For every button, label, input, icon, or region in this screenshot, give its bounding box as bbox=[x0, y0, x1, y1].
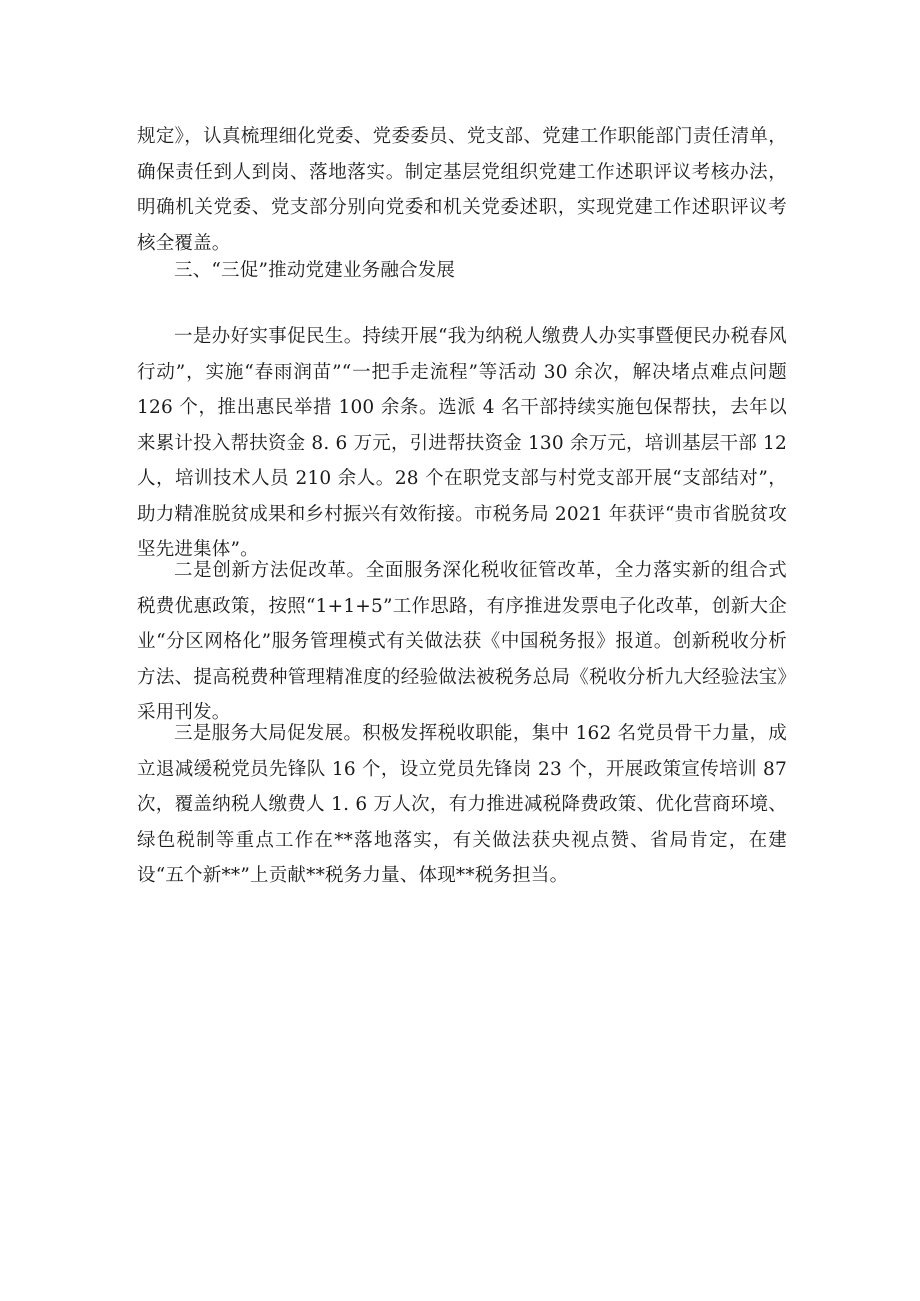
paragraph-reform: 二是创新方法促改革。全面服务深化税收征管改革，全力落实新的组合式税费优惠政策，按照“1+1+5”工作思路，有序推进发票电子化改革，创新大企业“分区网格化”服务管理模式有关做法获《中国税务报》报道。创新税收分析方法、提高税费种管理精准度的经验做法被税务总局《税收分析九大经验法宝》采用刊发。 bbox=[137, 560, 787, 723]
paragraph-livelihood: 一是办好实事促民生。持续开展“我为纳税人缴费人办实事暨便民办税春风行动”，实施“春雨润苗”“一把手走流程”等活动 30 余次，解决堵点难点问题 126 个，推出惠民举措 100 余条。选派 4 名干部持续实施包保帮扶，去年以来累计投入帮扶资金 8. 6 万元，引进帮扶资金 130 余万元，培训基层干部 12 人，培训技术人员 210 余人。28 个在职党支部与村党支部开展“支部结对”，助力精准脱贫成果和乡村振兴有效衔接。市税务局 2021 年获评“贵市省脱贫攻坚先进集体”。 bbox=[137, 326, 787, 560]
section-heading-three-promotions: 三、“三促”推动党建业务融合发展 bbox=[174, 260, 456, 281]
paragraph-responsibility-list: 规定》，认真梳理细化党委、党委委员、党支部、党建工作职能部门责任清单，确保责任到人到岗、落地落实。制定基层党组织党建工作述职评议考核办法，明确机关党委、党支部分别向党委和机关党委述职，实现党建工作述职评议考核全覆盖。 bbox=[137, 126, 787, 254]
paragraph-development: 三是服务大局促发展。积极发挥税收职能，集中 162 名党员骨干力量，成立退减缓税党员先锋队 16 个，设立党员先锋岗 23 个，开展政策宣传培训 87 次，覆盖纳税人缴费人 1. 6 万人次，有力推进减税降费政策、优化营商环境、绿色税制等重点工作在**落地落实，有关做法获央视点赞、省局肯定，在建设“五个新**”上贡献**税务力量、体现**税务担当。 bbox=[137, 723, 787, 886]
